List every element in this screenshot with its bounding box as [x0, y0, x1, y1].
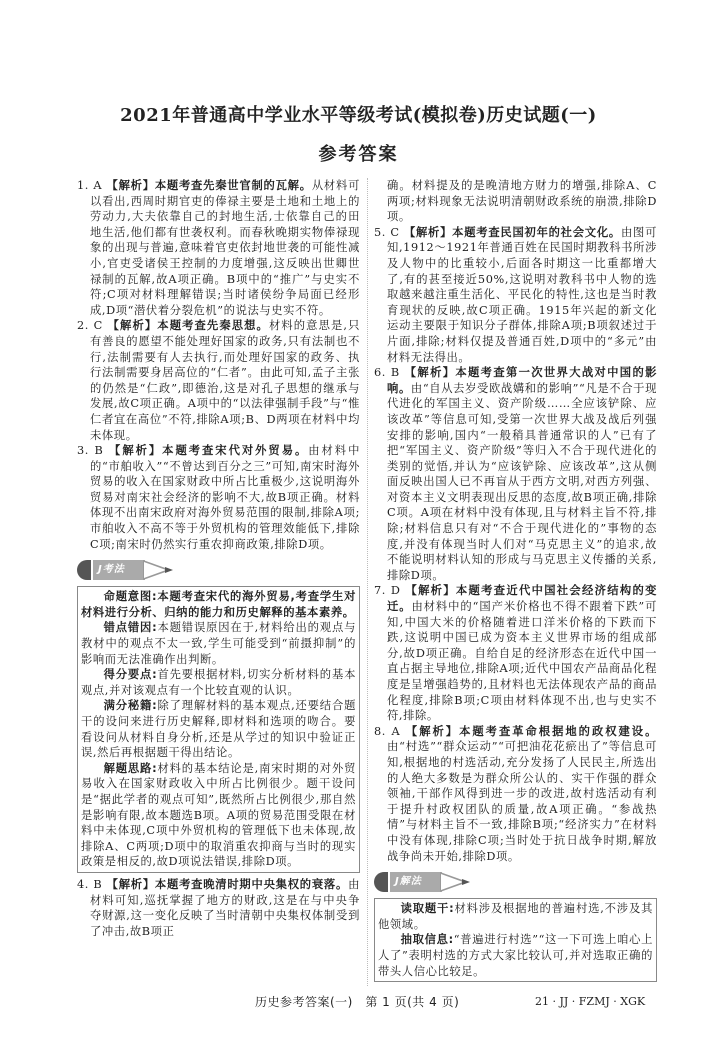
answer-item-4-continued: 确。材料提及的是晚清地方财力的增强,排除A、C两项;材料现象无法说明清朝财政系统的崩溃,排除D项。	[387, 179, 657, 224]
answer-item-1	[77, 178, 360, 318]
box-paragraph: 读取题干:材料涉及根据地的普遍村选,不涉及其他领域。	[378, 902, 653, 931]
analysis-tag: 【解析】	[109, 444, 163, 458]
pencil-badge-kaofa	[77, 560, 177, 580]
answer-item-3	[77, 443, 360, 552]
box-paragraph: 抽取信息:“普遍进行村选”“这一下可选上咱心上人了”表明村选的方式大家比较认可,并对选取正确的带头人信心比较足。	[378, 933, 653, 978]
answer-number: 6. B	[374, 366, 400, 380]
answer-body: 由材料可知,巡抚掌握了地方的财政,这是在与中央争夺财源,这一变化反映了当时清朝中央集权体制受到了冲击,故B项正	[90, 877, 360, 938]
box-paragraph: 解题思路:材料的基本结论是,南宋时期的对外贸易收入在国家财政收入中所占比例很少。题干设问是“据此学者的观点可知”,既然所占比例很少,那自然是影响有限,故本题选B项。A项的贸易范围受限在材料中未体现,C项中外贸机构的管理低下也未体现,故排除A、C两项;D项中的取消重农抑商与当时的现实政策是相反的,故D项说法错误,排除D项。	[81, 761, 356, 869]
page-title: 2021年普通高中学业水平等级考试(模拟卷)历史试题(一)	[120, 105, 597, 126]
answer-heading: 本题考查晚清时期中央集权的衰落。	[154, 877, 349, 891]
answer-item-5	[374, 225, 657, 365]
badge-label: J解法	[388, 872, 442, 892]
analysis-tag: 【解析】	[106, 877, 155, 891]
right-column	[367, 178, 657, 986]
analysis-tag: 【解析】	[106, 179, 155, 192]
answer-item-6	[374, 365, 657, 583]
page-footer	[0, 994, 717, 1058]
pencil-badge-jiefa	[374, 872, 474, 892]
two-column-body	[0, 178, 717, 986]
analysis-tag: 【解析】	[107, 319, 158, 333]
pencil-icon	[77, 560, 91, 580]
answer-item-8	[374, 724, 657, 864]
answer-body: 材料的意思是,只有善良的愿望不能处理好国家的政务,只有法制也不行,法制需要有人去执行,而处理好国家的政务、执行法制需要身居高位的“仁者”。由此可知,孟子主张的仍然是“仁政”,即德治,这是对孔子思想的继承与发展,故C项正确。A项中的“以法律强制手段”与“惟仁者宜在高位”不符,排除A项;B、D两项在材料中均未体现。	[90, 319, 360, 442]
answer-heading: 本题考查革命根据地的政权建设。	[459, 724, 657, 738]
answer-number: 2. C	[77, 319, 103, 333]
solution-method-box	[374, 898, 657, 982]
answer-number: 8. A	[374, 724, 401, 738]
answer-heading: 本题考查先秦世官制的瓦解。	[154, 179, 312, 192]
answer-number: 7. D	[374, 584, 401, 598]
box-paragraph: 命题意图:本题考查宋代的海外贸易,考查学生对材料进行分析、归纳的能力和历史解释的基本素养。	[81, 590, 356, 619]
answer-body: 由图可知,1912～1921年普通百姓在民国时期教科书所涉及人物中的比重较小,后面各时期这一比重都增大了,有的甚至接近50%,这说明对教科书中人物的选取越来越注重生活化、平民化的特性,这也是当时教育现状的反映,故C项正确。1915年兴起的新文化运动主要限于知识分子群体,排除A项;B项叙述过于片面,排除;材料仅提及普通百姓,D项中的“多元”由材料无法得出。	[387, 225, 657, 364]
answer-heading: 本题考查近代中国社会经济结构的变迁。	[387, 584, 657, 614]
answer-heading: 本题考查先秦思想。	[157, 319, 269, 333]
answer-body: 由材料中的“国产米价格也不得不跟着下跌”可知,中国大米的价格随着进口洋米价格的下跌而下跌,这说明中国已成为资本主义世界市场的组成部分,故D项正确。自给自足的经济形态在近代中国一直占据主导地位,排除A项;近代中国农产品商品化程度是呈增强趋势的,且材料也无法体现农产品的商品化程度,排除B项;C项由材料体现不出,也与史实不符,排除。	[387, 600, 657, 723]
answer-number: 1. A	[77, 179, 103, 192]
answer-item-2	[77, 318, 360, 443]
answer-number: 4. B	[77, 877, 103, 891]
badge-label: J考法	[91, 560, 145, 580]
analysis-tag: 【解析】	[405, 724, 460, 738]
exam-method-box	[77, 586, 360, 873]
answer-item-7	[374, 583, 657, 723]
answer-heading: 本题考查民国初年的社会文化。	[452, 225, 621, 239]
left-column	[77, 178, 360, 939]
analysis-tag: 【解析】	[404, 366, 456, 380]
page-footer-label: 历史参考答案(一) 第 1 页(共 4 页)	[255, 995, 460, 1010]
answer-body: 从材料可以看出,西周时期官吏的俸禄主要是土地和土地上的劳动力,大夫依靠自己的封地生活,士依靠自己的田地生活,他们都有世袭权利。而春秋晚期实物俸禄现象的出现与普遍,意味着官吏依封地世袭的可能性减小,官吏受诸侯王控制的力度增强,这反映出世卿世禄制的瓦解,故A项正确。B项中的“推广”与史实不符;C项对材料理解错误;当时诸侯纷争局面已经形成,D项“潜伏着分裂危机”的说法与史实不符。	[90, 179, 360, 317]
answer-number: 3. B	[77, 444, 104, 458]
analysis-tag: 【解析】	[405, 584, 456, 598]
box-paragraph: 得分要点:首先要根据材料,切实分析材料的基本观点,并对该观点有一个比较直观的认识。	[81, 668, 356, 697]
box-paragraph: 满分秘籍:除了理解材料的基本观点,还要结合题干的设问来进行历史解释,即材料和选项的吻合。要看设问从材料自身分析,还是从学过的知识中验证正误,然后再根据题干得出结论。	[81, 699, 356, 760]
answer-body: 由“自从去岁受欧战媾和的影响”“凡是不合于现代进化的军国主义、资产阶级……全应该铲除、应该改革”等信息可知,受第一次世界大战及战后列强安排的影响,国内“一般稍具普通常识的人”已有了把“军国主义、资产阶级”等归入不合于现代进化的类别的觉悟,并认为“应该铲除、应该改革”,这从侧面反映出国人已不再盲从于西方文明,对西方列强、对资本主义文明表现出反思的态度,故B项正确,排除C项。A项在材料中没有体现,且与材料主旨不符,排除;材料信息只有对“不合于现代进化的”事物的态度,并没有体现当时人们对“马克思主义”的追求,故不能说明材料认知的形成与马克思主义传播的关系,排除D项。	[387, 381, 657, 582]
page-footer-code: 21 · JJ · FZMJ · XGK	[535, 995, 646, 1009]
answer-number: 5. C	[374, 225, 400, 239]
answer-body: 由材料中的“市舶收入”“不曾达到百分之三”可知,南宋时海外贸易的收入在国家财政中所占比重极少,这说明海外贸易对南宋社会经济的影响不大,故B项正确。材料体现不出南宋政府对海外贸易范围的限制,排除A项;市舶收入不高不等于外贸机构的管理效能低下,排除C项;南宋时仍然实行重农抑商政策,排除D项。	[90, 444, 360, 551]
page-subtitle: 参考答案	[318, 144, 399, 165]
answer-heading: 本题考查第一次世界大战对中国的影响。	[387, 366, 657, 395]
answer-body: 由“村选”“群众运动”“可把油花花瘀出了”等信息可知,根据地的村选活动,充分发扬了人民民主,所选出的人绝大多数是为群众所公认的、实干作强的群众领袖,干部作风得到进一步的改进,故村选活动有利于提升村政权团队的质量,故A项正确。“参战热情”与材料主旨不一致,排除B项;“经济实力”在材料中没有体现,排除C项;当时处于抗日战争时期,解放战争尚未开始,排除D项。	[387, 740, 657, 863]
pencil-icon	[374, 872, 388, 892]
answer-item-4	[77, 877, 360, 939]
analysis-tag: 【解析】	[403, 225, 453, 239]
answer-heading: 本题考查宋代对外贸易。	[162, 444, 309, 458]
box-paragraph: 错点错因:本题错误原因在于,材料给出的观点与教材中的观点不太一致,学生可能受到“前摄抑制”的影响而无法准确作出判断。	[81, 621, 356, 666]
